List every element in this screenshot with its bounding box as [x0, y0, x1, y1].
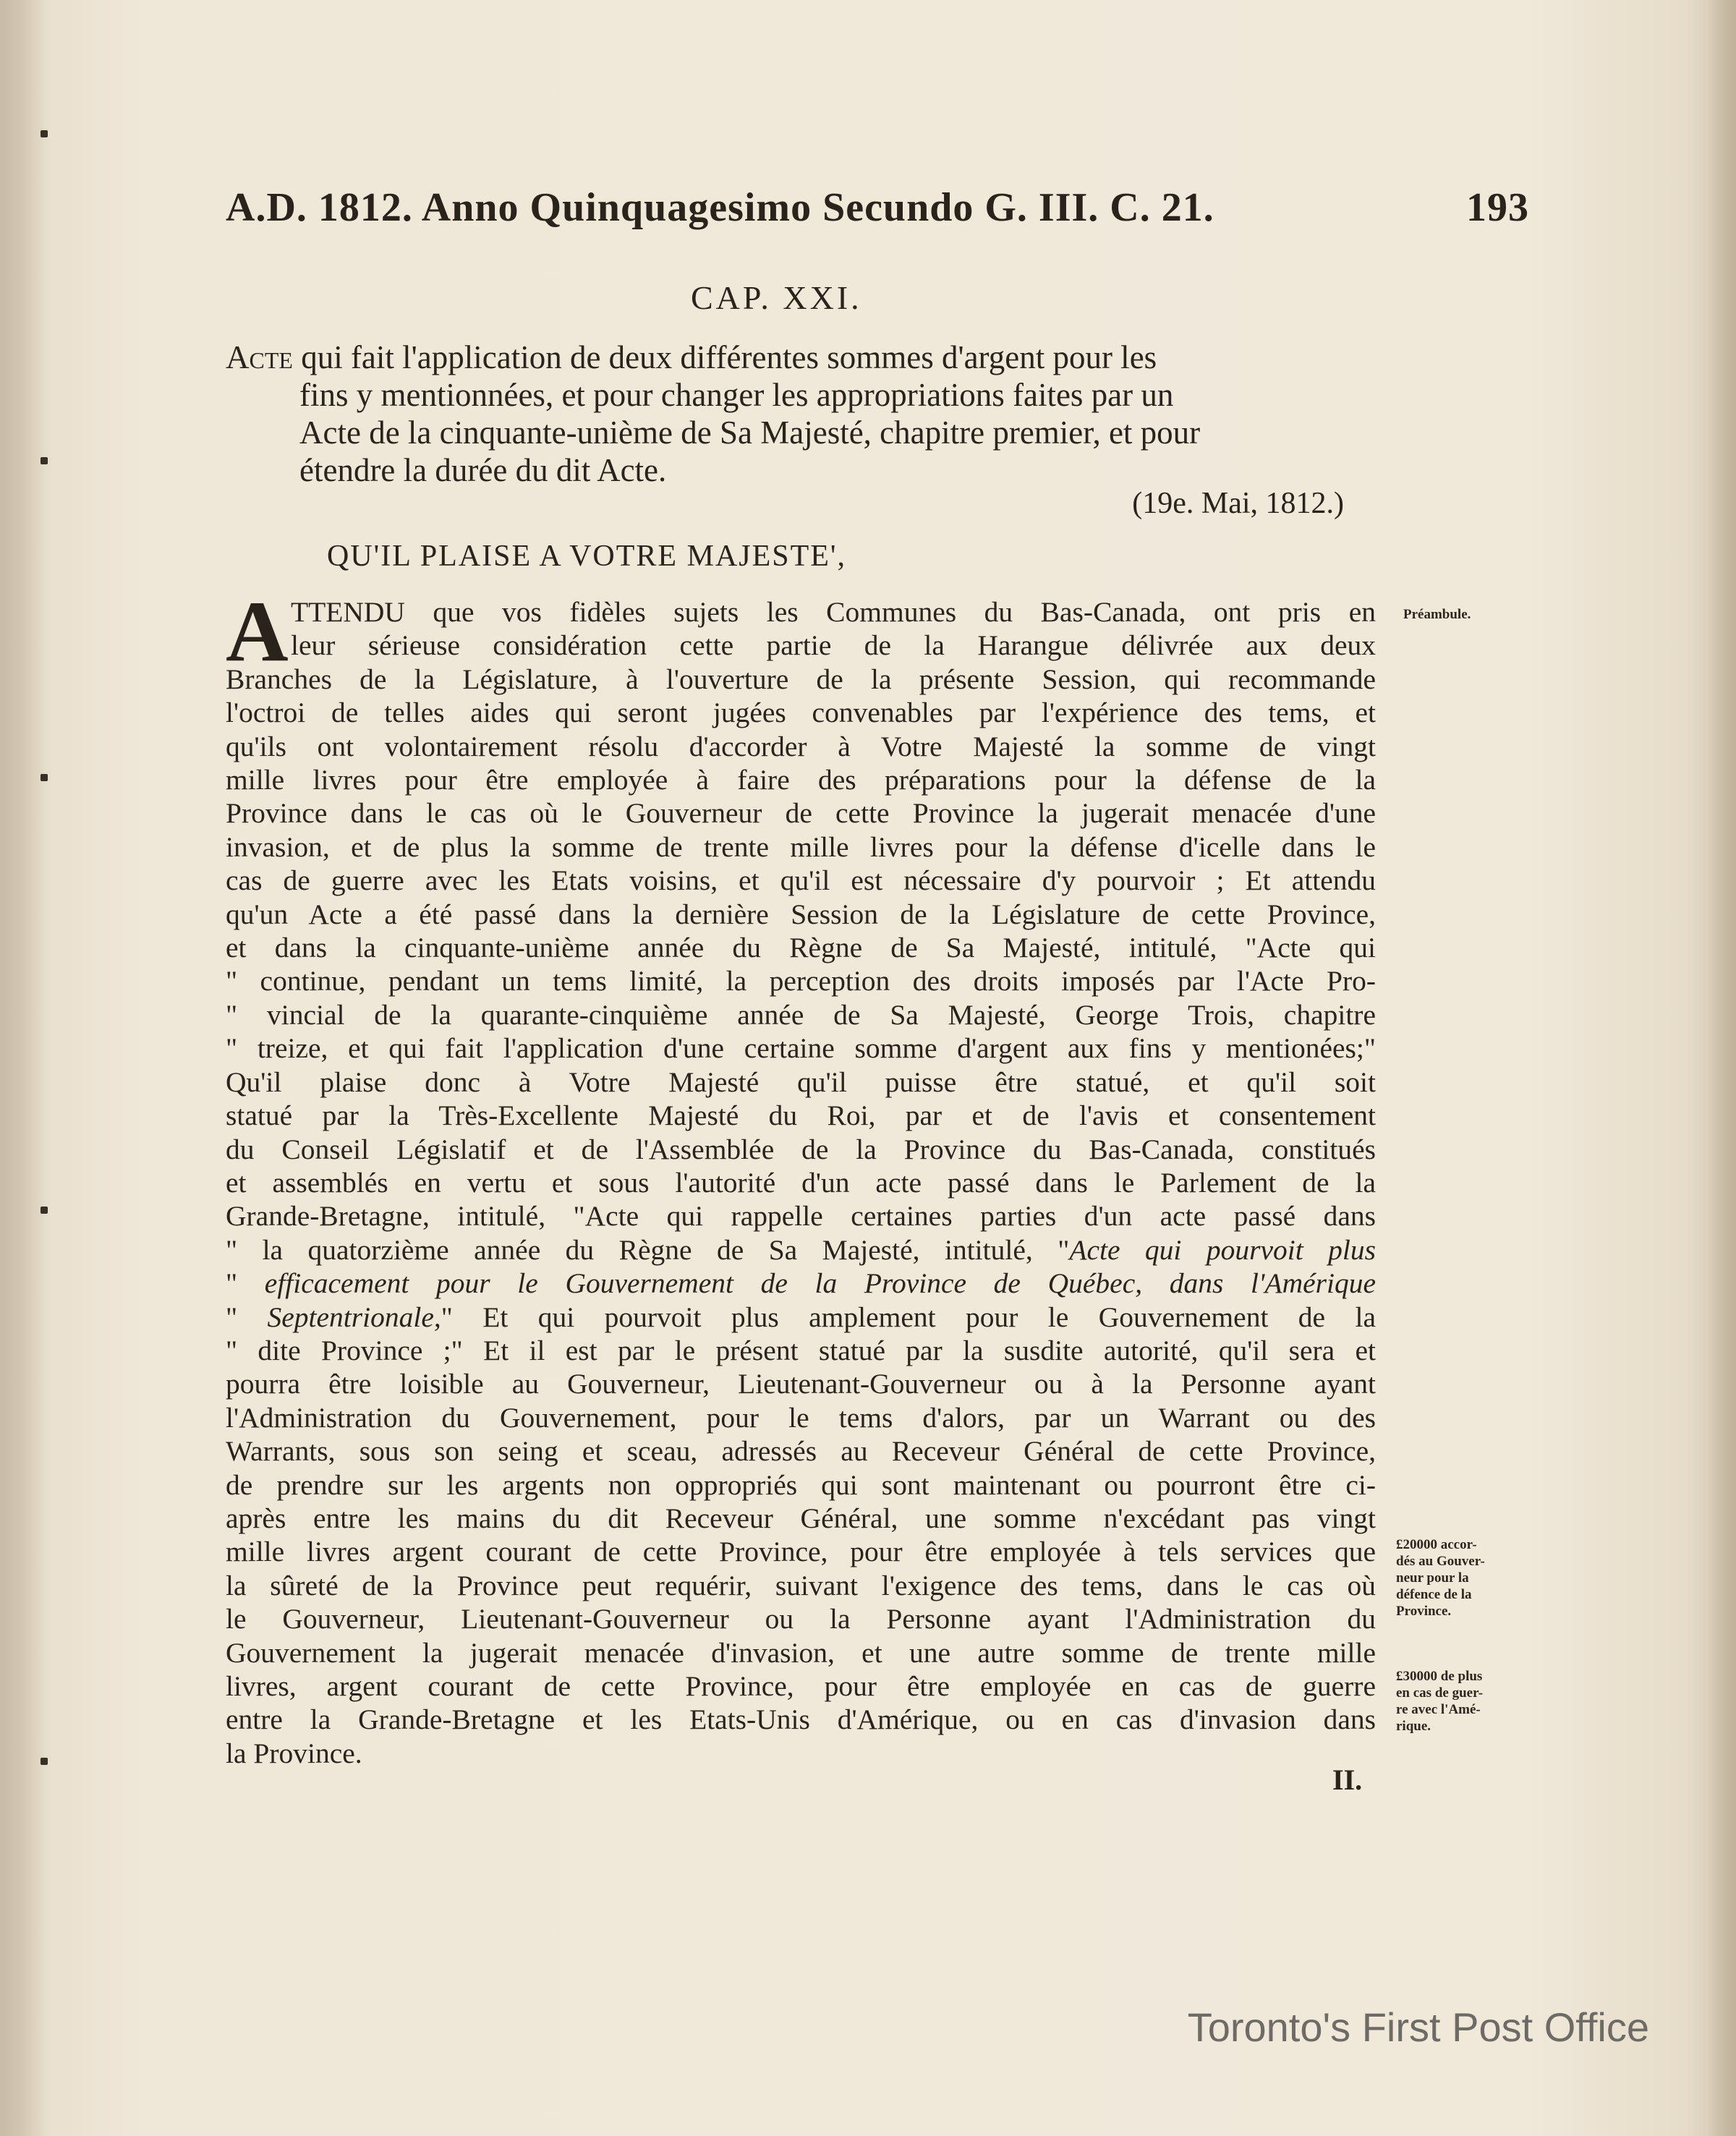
body-line: cas de guerre avec les Etats voisins, et qu'il est nécessaire d'y pourvoir ; Et attendu — [226, 864, 1376, 897]
margin-note-line: rique. — [1396, 1719, 1431, 1734]
salutation: QU'IL PLAISE A VOTRE MAJESTE', — [327, 540, 846, 573]
body-text: " la quatorzième année du Règne de Sa Majesté, intitulé, " — [226, 1233, 1070, 1266]
body-line: Province dans le cas où le Gouverneur de cette Province la jugerait menacée d'une — [226, 797, 1376, 830]
binding-stitch-mark — [41, 457, 48, 464]
body-line: et dans la cinquante-unième année du Règne de Sa Majesté, intitulé, "Acte qui — [226, 932, 1376, 964]
margin-note-line: neur pour la — [1396, 1570, 1469, 1586]
body-line: statué par la Très-Excellente Majesté du Roi, par et de l'avis et consentement — [226, 1099, 1376, 1132]
margin-note-line: £20000 accor- — [1396, 1537, 1477, 1552]
body-line — [226, 1233, 1376, 1267]
body-line — [226, 1301, 1376, 1334]
body-line: Grande-Bretagne, intitulé, "Acte qui rappelle certaines parties d'un acte passé dans — [226, 1200, 1376, 1233]
body-line: " vincial de la quarante-cinquième année de Sa Majesté, George Trois, chapitre — [226, 998, 1376, 1031]
margin-note-line: £30000 de plus — [1396, 1669, 1483, 1684]
body-line: pourra être loisible au Gouverneur, Lieutenant-Gouverneur ou à la Personne ayant — [226, 1368, 1376, 1400]
body-line: " treize, et qui fait l'application d'une certaine somme d'argent aux fins y mentionées;" — [226, 1032, 1376, 1065]
body-text: " — [226, 1267, 265, 1300]
watermark: Toronto's First Post Office — [1187, 2004, 1649, 2050]
next-section-marker: II. — [1332, 1763, 1363, 1796]
body-line: la Province. — [226, 1737, 362, 1769]
italic-title: Acte qui pourvoit plus — [1069, 1233, 1376, 1266]
body-line: après entre les mains du dit Receveur Général, une somme n'excédant pas vingt — [226, 1502, 1376, 1534]
body-line: livres, argent courant de cette Province, pour être employée en cas de guerre — [226, 1670, 1376, 1702]
binding-gutter — [0, 0, 51, 2136]
body-line: qu'ils ont volontairement résolu d'accorder à Votre Majesté la somme de vingt — [226, 730, 1376, 762]
body-line: du Conseil Législatif et de l'Assemblée de la Province du Bas-Canada, constitués — [226, 1133, 1376, 1165]
body-line: " dite Province ;" Et il est par le présent statué par la susdite autorité, qu'il sera et — [226, 1334, 1376, 1366]
act-body — [226, 595, 1376, 1770]
header-reference: A.D. 1812. Anno Quinquagesimo Secundo G. III. C. 21. — [226, 185, 1214, 230]
body-line: Qu'il plaise donc à Votre Majesté qu'il puisse être statué, et qu'il soit — [226, 1065, 1376, 1098]
body-line: l'Administration du Gouvernement, pour le tems d'alors, par un Warrant ou des — [226, 1401, 1376, 1434]
body-text: " Et qui pourvoit plus amplement pour le Gouvernement de la — [441, 1301, 1376, 1333]
italic-title: efficacement pour le Gouvernement de la Province de Québec, dans l'Amérique — [264, 1267, 1377, 1300]
page-edge-shadow — [1707, 0, 1736, 2136]
margin-note-line: défence de la — [1396, 1587, 1472, 1602]
binding-stitch-mark — [41, 1207, 48, 1214]
binding-stitch-mark — [41, 774, 48, 781]
body-line: la sûreté de la Province peut requérir, suivant l'exigence des tems, dans le cas où — [226, 1569, 1376, 1601]
body-text: " — [226, 1301, 268, 1333]
title-line: Acte de la cinquante-unième de Sa Majesté, chapitre premier, et pour — [299, 414, 1201, 451]
body-line: et assemblés en vertu et sous l'autorité d'un acte passé dans le Parlement de la — [226, 1166, 1376, 1199]
body-line: l'octroi de telles aides qui seront jugées convenables par l'expérience des tems, et — [226, 697, 1376, 729]
body-line: le Gouverneur, Lieutenant-Gouverneur ou la Personne ayant l'Administration du — [226, 1603, 1376, 1635]
drop-cap: A — [226, 583, 289, 679]
body-line — [226, 1267, 1376, 1300]
margin-note-30000 — [1396, 1668, 1483, 1735]
body-line: leur sérieuse considération cette partie de la Harangue délivrée aux deux — [291, 629, 1376, 662]
body-line: qu'un Acte a été passé dans la dernière Session de la Législature de cette Province, — [226, 898, 1376, 930]
body-line: de prendre sur les argents non oppropriés qui sont maintenant ou pourront être ci- — [226, 1468, 1376, 1501]
binding-stitch-mark — [41, 130, 48, 137]
title-line: fins y mentionnées, et pour changer les appropriations faites par un — [299, 377, 1174, 413]
binding-stitch-mark — [41, 1758, 48, 1765]
act-title — [226, 339, 1376, 489]
margin-note-line: Province. — [1396, 1604, 1452, 1619]
body-line: entre la Grande-Bretagne et les Etats-Unis d'Amérique, ou en cas d'invasion dans — [226, 1703, 1376, 1736]
body-line: " continue, pendant un tems limité, la perception des droits imposés par l'Acte Pro- — [226, 965, 1376, 997]
chapter-label: CAP. XXI. — [691, 279, 862, 316]
title-line — [226, 339, 1376, 376]
body-line: Warrants, sous son seing et sceau, adressés au Receveur Général de cette Province, — [226, 1435, 1376, 1468]
title-line: étendre la durée du dit Acte. — [299, 452, 667, 488]
running-header — [226, 184, 1529, 235]
title-first-word: Acte — [226, 339, 293, 375]
italic-title: Septentrionale, — [267, 1301, 441, 1333]
body-line: mille livres argent courant de cette Province, pour être employée à tels services que — [226, 1536, 1376, 1568]
body-line: TTENDU que vos fidèles sujets les Communes du Bas-Canada, ont pris en — [291, 596, 1376, 628]
margin-note-line: en cas de guer- — [1396, 1685, 1484, 1701]
body-line: Branches de la Législature, à l'ouverture de la présente Session, qui recommande — [226, 663, 1376, 695]
body-line: invasion, et de plus la somme de trente mille livres pour la défense d'icelle dans le — [226, 830, 1376, 863]
enactment-date: (19e. Mai, 1812.) — [1132, 487, 1344, 520]
margin-note-line: re avec l'Amé- — [1396, 1702, 1481, 1717]
page-number: 193 — [1466, 185, 1529, 230]
margin-note-preamble: Préambule. — [1403, 607, 1471, 622]
margin-note-line: dés au Gouver- — [1396, 1554, 1485, 1569]
body-line: mille livres pour être employée à faire des préparations pour la défense de la — [226, 764, 1376, 796]
body-line: Gouvernement la jugerait menacée d'invasion, et une autre somme de trente mille — [226, 1636, 1376, 1669]
margin-note-20000 — [1396, 1536, 1485, 1620]
title-line-text: qui fait l'application de deux différentes sommes d'argent pour les — [292, 339, 1157, 375]
